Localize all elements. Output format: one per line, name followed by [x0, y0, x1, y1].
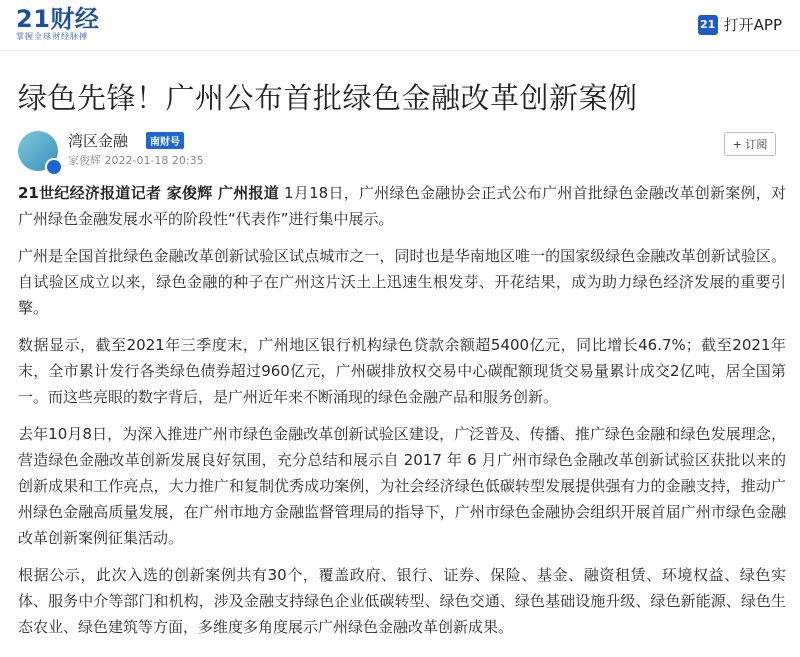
- author-row: [18, 128, 782, 172]
- article-title: 绿色先锋！广州公布首批绿色金融改革创新案例: [18, 81, 638, 115]
- logo-text: 21财经: [16, 5, 100, 33]
- lead-paragraph: [18, 180, 786, 232]
- verified-badge-icon: [45, 158, 63, 176]
- lead-byline: 21世纪经济报道记者 家俊辉 广州报道: [18, 184, 280, 202]
- paragraph-2: 广州是全国首批绿色金融改革创新试验区试点城市之一，同时也是华南地区唯一的国家级绿色金融改革创新试验区。自试验区成立以来，绿色金融的种子在广州这片沃土上迅速生根发芽、开花结果，成为助力绿色经济发展的重要引擎。: [18, 247, 786, 317]
- open-app-label: 打开APP: [723, 16, 782, 34]
- lead-text: 1月18日，广州绿色金融协会正式公布广州首批绿色金融改革创新案例，对广州绿色金融发展水平的阶段性“代表作”进行集中展示。: [18, 184, 787, 228]
- source-name[interactable]: 湾区金融: [68, 132, 129, 150]
- open-app-button[interactable]: [698, 14, 782, 35]
- app-icon: 21: [698, 15, 718, 35]
- subscribe-button[interactable]: + 订阅: [724, 132, 776, 156]
- avatar[interactable]: [18, 131, 58, 171]
- article-meta: 家俊辉 2022-01-18 20:35: [68, 154, 204, 167]
- article-body: [18, 180, 786, 651]
- paragraph-3: 数据显示，截至2021年三季度末，广州地区银行机构绿色贷款余额超5400亿元，同比增长46.7%；截至2021年末，全市累计发行各类绿色债券超过960亿元，广州碳排放权交易中心碳配额现货交易量累计成交2亿吨，居全国第一。而这些亮眼的数字背后，是广州近年来不断涌现的绿色金融产品和服务创新。: [18, 336, 786, 406]
- top-bar: [0, 0, 800, 51]
- logo-slogan: 掌握全球财经脉搏: [16, 32, 88, 41]
- site-logo[interactable]: [16, 6, 99, 42]
- paragraph-5: 根据公示，此次入选的创新案例共有30个，覆盖政府、银行、证券、保险、基金、融资租赁、环境权益、绿色实体、服务中介等部门和机构，涉及金融支持绿色企业低碳转型、绿色交通、绿色基础设施升级、绿色新能源、绿色生态农业、绿色建筑等方面，多维度多角度展示广州绿色金融改革创新成果。: [18, 566, 786, 636]
- source-tag: 南财号: [146, 132, 184, 149]
- paragraph-4: 去年10月8日，为深入推进广州市绿色金融改革创新试验区建设，广泛普及、传播、推广绿色金融和绿色发展理念，营造绿色金融改革创新发展良好氛围，充分总结和展示自 2017 年 6 月广州市绿色金融改革创新试验区获批以来的创新成果和工作亮点，大力推广和复制优秀成功案例，为社会经济绿色低碳转型发展提供强有力的金融支持，推动广州绿色金融高质量发展，在广州市地方金融监督管理局的指导下，广州市绿色金融协会组织开展首届广州市绿色金融改革创新案例征集活动。: [18, 425, 786, 547]
